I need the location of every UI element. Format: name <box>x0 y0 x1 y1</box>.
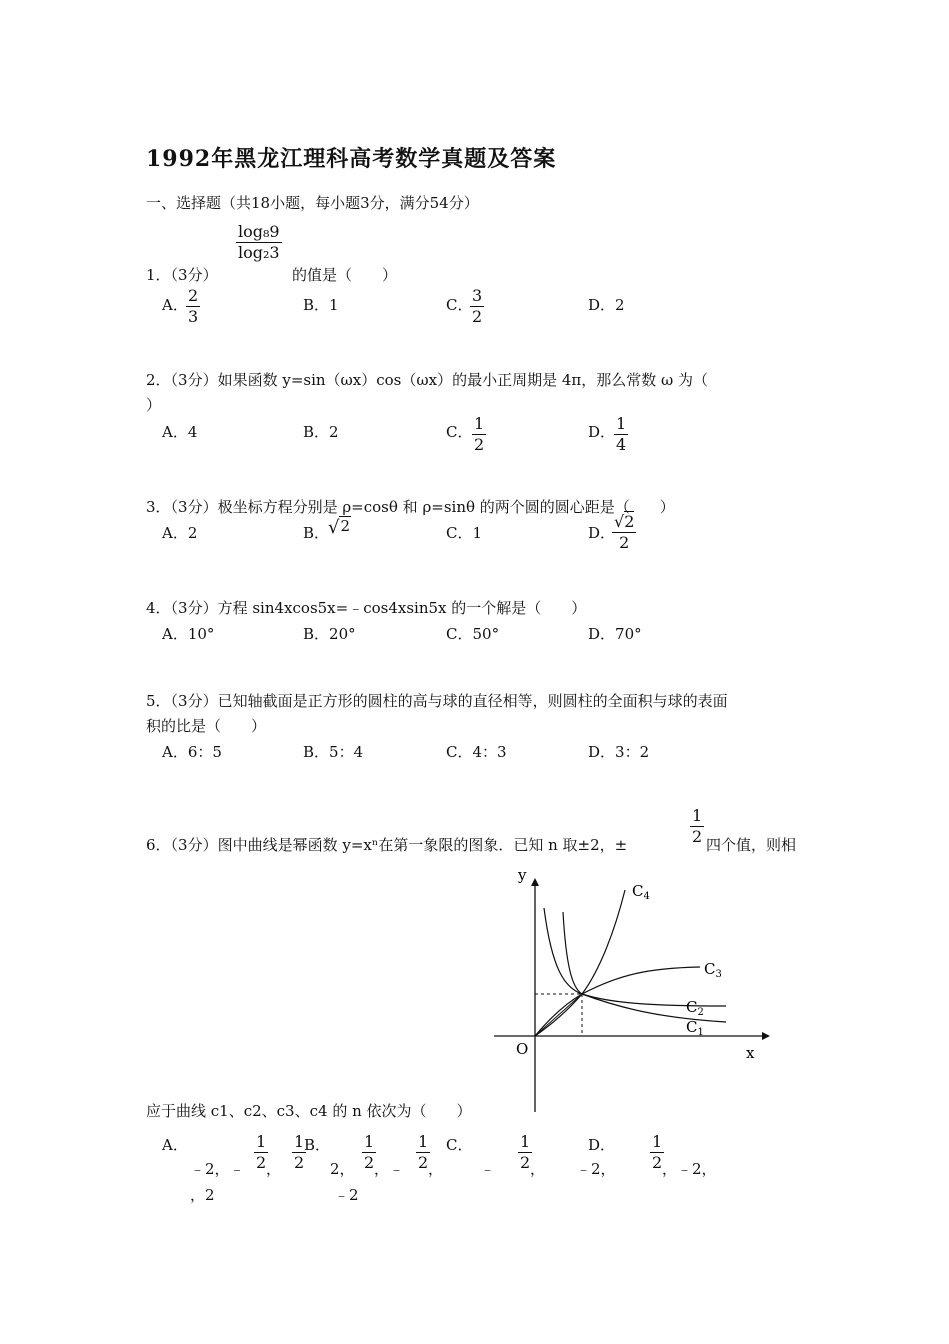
q2-option-b: B．2 <box>303 423 339 441</box>
q3-option-c: C．1 <box>446 524 483 542</box>
q5-stem-line1: 5．（3分）已知轴截面是正方形的圆柱的高与球的直径相等，则圆柱的全面积与球的表面 <box>146 692 728 710</box>
curve-c2 <box>563 912 726 1006</box>
curve-c4-label: $C_4$ <box>632 882 650 902</box>
q6-option-b: B． <box>304 1136 331 1154</box>
q1-option-c-num: 3 <box>472 286 483 305</box>
q3-option-d-radicand: 2 <box>624 512 635 531</box>
q6-option-b-part4: ﹣2 <box>334 1186 359 1204</box>
q1-suffix: 的值是（ ） <box>292 266 398 284</box>
q5-option-a: A．6：5 <box>162 743 222 761</box>
q2-stem-line2: ） <box>146 396 162 414</box>
q2-option-d-den: 4 <box>616 435 627 454</box>
q6-option-b-part3: ， <box>428 1160 444 1178</box>
q6-option-a-frac1-den: 2 <box>256 1153 267 1172</box>
q1-option-c-frac <box>470 288 484 325</box>
sqrt-sign-icon: √ <box>328 517 340 538</box>
curve-c4 <box>535 890 625 1036</box>
q6-option-a-frac1-num: 1 <box>256 1132 267 1151</box>
q2-option-c: C． <box>446 423 473 441</box>
sqrt-sign-icon: √ <box>614 512 625 531</box>
q1-option-a-den: 3 <box>188 307 199 326</box>
q6-stem-frac-den: 2 <box>692 827 703 846</box>
q3-option-b-radicand: 2 <box>340 517 351 535</box>
q6-stem-line1a: 6．（3分）图中曲线是幂函数 y=xⁿ在第一象限的图象．已知 n 取±2，± <box>146 836 628 854</box>
q5-option-b: B．5：4 <box>303 743 364 761</box>
q6-stem-frac <box>690 808 704 845</box>
q4-option-c: C．50° <box>446 625 500 643</box>
q6-option-c-frac1-den: 2 <box>520 1153 531 1172</box>
q6-stem-frac-num: 1 <box>692 806 703 825</box>
q6-option-a: A． <box>162 1136 188 1154</box>
q3-option-b-sqrt <box>328 516 351 538</box>
q6-option-b-frac2-den: 2 <box>418 1153 429 1172</box>
q6-option-c-part1: ﹣ <box>480 1160 496 1178</box>
curve-c2-label: $C_2$ <box>686 998 704 1018</box>
q4-option-b: B．20° <box>303 625 356 643</box>
q1-prefix: 1．（3分） <box>146 266 218 284</box>
q3-option-d-frac <box>612 514 636 551</box>
q2-option-c-frac <box>472 416 486 453</box>
q6-option-b-frac1-num: 1 <box>364 1132 375 1151</box>
q1-option-a: A． <box>162 296 188 314</box>
q2-stem-line1: 2．（3分）如果函数 y=sin（ωx）cos（ωx）的最小正周期是 4π，那么常数 ω 为（ <box>146 371 709 389</box>
q2-option-c-den: 2 <box>474 435 485 454</box>
q4-option-a: A．10° <box>162 625 215 643</box>
q2-option-d-frac <box>614 416 628 453</box>
x-axis-arrow-icon <box>762 1032 770 1040</box>
q1-option-c-den: 2 <box>472 307 483 326</box>
q6-stem-line1b: 四个值，则相 <box>706 836 797 854</box>
q6-option-c-frac1-num: 1 <box>520 1132 531 1151</box>
q2-option-a: A．4 <box>162 423 198 441</box>
q3-option-d: D． <box>588 524 616 542</box>
power-function-graph <box>490 860 780 1120</box>
curve-c3-label: $C_3$ <box>704 960 722 980</box>
q2-option-d: D． <box>588 423 616 441</box>
q6-option-b-frac2-num: 1 <box>418 1132 429 1151</box>
q1-frac-num: log₈9 <box>238 222 280 241</box>
q1-option-a-frac <box>186 288 200 325</box>
q3-option-b: B． <box>303 524 330 542</box>
q1-option-b: B．1 <box>303 296 339 314</box>
q6-option-d-frac1-num: 1 <box>652 1132 663 1151</box>
q6-option-a-part1: ﹣2，﹣ <box>190 1160 245 1178</box>
q3-option-d-den: 2 <box>619 533 630 552</box>
q4-option-d: D．70° <box>588 625 642 643</box>
q2-option-d-num: 1 <box>616 414 627 433</box>
q6-option-d: D． <box>588 1136 616 1154</box>
q3-option-a: A．2 <box>162 524 198 542</box>
q6-option-a-comma: ， <box>266 1160 282 1178</box>
q6-option-a-frac2-num: 1 <box>294 1132 305 1151</box>
curve-c1-label: $C_1$ <box>686 1018 704 1038</box>
curve-c3-linear-guide <box>535 994 582 1036</box>
q6-option-d-frac1-den: 2 <box>652 1153 663 1172</box>
q1-option-a-num: 2 <box>188 286 199 305</box>
y-axis-label: y <box>518 866 527 884</box>
q6-option-c-part2: ， <box>530 1160 546 1178</box>
y-axis-arrow-icon <box>531 878 539 886</box>
q2-option-c-num: 1 <box>474 414 485 433</box>
q6-option-b-frac1-den: 2 <box>364 1153 375 1172</box>
q1-fraction <box>236 224 282 261</box>
q1-option-d: D．2 <box>588 296 625 314</box>
q6-option-a-part2: ，2 <box>190 1186 215 1204</box>
q3-stem: 3．（3分）极坐标方程分别是 ρ=cosθ 和 ρ=sinθ 的两个圆的圆心距是（ ） <box>146 498 675 516</box>
q4-stem: 4．（3分）方程 sin4xcos5x=﹣cos4xsin5x 的一个解是（ ） <box>146 599 587 617</box>
q6-option-b-part1: 2， <box>330 1160 355 1178</box>
q6-option-a-frac2-den: 2 <box>294 1153 305 1172</box>
origin-label: O <box>516 1040 529 1058</box>
q5-stem-line2: 积的比是（ ） <box>146 717 267 735</box>
q1-frac-den: log₂3 <box>238 243 280 262</box>
q6-option-b-part2: ，﹣ <box>374 1160 405 1178</box>
q3-option-d-num <box>612 514 636 533</box>
section-heading: 一、选择题（共18小题，每小题3分，满分54分） <box>146 194 479 212</box>
q6-option-d-part1: ，﹣2， <box>662 1160 717 1178</box>
x-axis-label: x <box>746 1044 755 1062</box>
q5-option-c: C．4：3 <box>446 743 507 761</box>
q6-option-c: C． <box>446 1136 473 1154</box>
q6-stem-line2: 应于曲线 c1、c2、c3、c4 的 n 依次为（ ） <box>146 1102 472 1120</box>
q1-option-c: C． <box>446 296 473 314</box>
page-title: 1992年黑龙江理科高考数学真题及答案 <box>146 146 557 172</box>
q5-option-d: D．3：2 <box>588 743 650 761</box>
q6-option-c-part3: ﹣2， <box>576 1160 616 1178</box>
